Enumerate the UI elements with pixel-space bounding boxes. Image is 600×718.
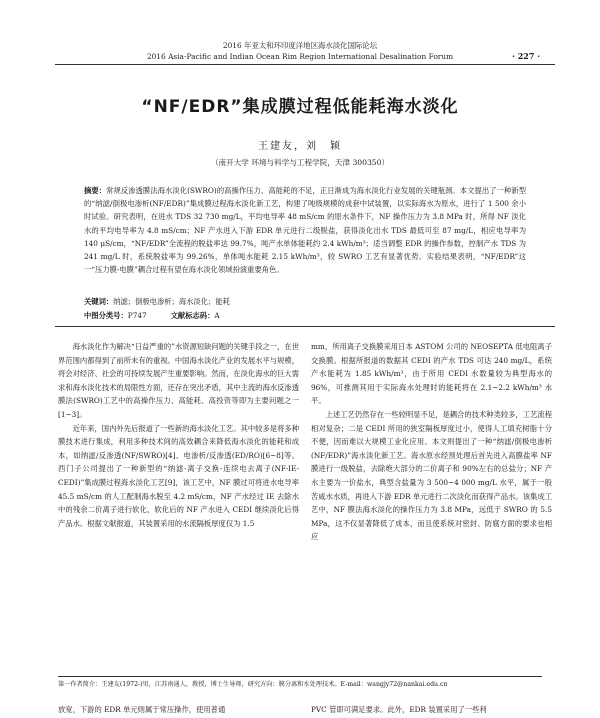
paper-affiliation: （南开大学 环境与科学与工程学院，天津 300350）	[210, 158, 390, 167]
page-number: · 227 ·	[512, 51, 540, 61]
paper-authors: 王建友，刘 颖	[258, 141, 342, 152]
body-paragraph: 上述工艺仍然存在一些较明显不足，是耦合的技术种类较多，工艺流程相对复杂；二是 CEDI 所用的狭室隔板厚度过小，使得人工填充树脂十分不便，因而难以大规模工业化应用。本文则提出了一种“纳滤/倒极电渗析(NF/EDR)”海水淡化新工艺。海水原水经预处理后首先进入高膜盐率 NF 膜进行一级脱盐，去除绝大部分的二价离子和 90%左右的总盐分；NF 产水主要为一价盐水，典型含盐量为 3 500~4 000 mg/L 水平，属于一般苦咸水水质，再进入下游 EDR 单元进行二次淡化而获得产品水。该集成工艺中，NF 膜法海水淡化的操作压力为 3.8 MPa，远低于 SWRO 的 5.5 MPa，这不仅显著降低了成本，而且使系统对密封、防腐方面的要求也相应	[311, 409, 552, 542]
clc-value: P747	[127, 311, 147, 320]
abstract-text: 常规反渗透膜法海水淡化(SWRO)的高操作压力、高能耗的不足，正日渐成为海水淡化行业发展的关键瓶颈。本文提出了一种新型的“纳滤/倒极电渗析(NF/EDR)”集成膜过程海水淡化新工艺，构建了吨级规模的成套中试装置，以实际海水为原水，进行了 1 500 余小时试验。研究表明，在进水 TDS 32 730 mg/L，平均电导率 48 mS/cm 的原水条件下，NF 操作压力为 3.8 MPa 时，所得 NF 淡化水的平均电导率为 4.8 mS/cm；NF 产水进入下游 EDR 单元进行二级脱盐，获得淡化出水 TDS 最低可至 87 mg/L，相应电导率为 140 μS/cm，“NF/EDR”全流程的脱盐率达 99.7%，吨产水单体能耗约 2.4 kWh/m³；适当调整 EDR 的操作参数，控制产水 TDS 为 241 mg/L 时，系统脱盐率为 99.26%，单体吨水能耗 2.15 kWh/m³，较 SWRO 工艺有显著优势。实验结果表明，“NF/EDR”这一“压力膜-电膜”耦合过程有望在海水淡化领域扮演重要角色。	[84, 186, 526, 275]
body-paragraph: 近年来，国内外先后报道了一些新的海水淡化工艺。其中较多是将多种膜技术进行集成，利用多种技术间的高效耦合来降低海水淡化的能耗和成本，如纳滤/反渗透(NF/SWRO)[4]、电渗析/反渗透(ED/RO)[6~8]等。西门子公司提出了一种新型的“纳滤-离子交换-连续电去离子(NF-IE-CEDI)”集成膜过程海水淡化工艺[9]，该工艺中，NF 膜过可将进水电导率 45.5 mS/cm 的人工配制海水脱至 4.2 mS/cm，NF 产水经过 IE 去除水中的残余二价离子进行软化，软化后的 NF 产水进入 CEDI 继续淡化后得产品水。根据文献报道，其装置采用的水流隔板厚度仅为 1.5	[58, 423, 299, 528]
doc-code-label: 文献标志码：	[170, 311, 215, 320]
keywords-label: 关键词：	[84, 297, 114, 306]
classification	[84, 310, 526, 322]
body-paragraph: mm，所用离子交换膜采用日本 ASTOM 公司的 NEOSEPTA 低电阻离子交换膜。根据所报道的数据其 CEDI 的产水 TDS 可达 240 mg/L，系统产水能耗为 1.85 kWh/m³，由于所用 CEDI 水数量较为典型海水的 96%，可推测其用于实际海水处理时的能耗将在 2.1~2.2 kWh/m³ 水平。	[311, 342, 552, 406]
clc-label: 中图分类号：	[84, 311, 128, 320]
abstract	[84, 184, 526, 276]
body-paragraph: 海水淡化作为解决“日益严重的”水资源短缺问题的关键手段之一，在世界范围内都得到了前所未有的重视。中国海水淡化产业的发展水平与规模，将会对经济、社会的可持续发展产生重要影响。然而，在淡化海水的巨大需求和海水淡化技术的局限性方面，还存在突出矛盾，其中主流的海水反渗透膜法(SWRO)工艺中的高操作压力、高能耗、高投资等即为主要问题之一[1~3]。	[58, 342, 299, 419]
author-footnote: 第一作者简介：王建友(1972-)男，江苏南通人，教授，博士生导师，研究方向：膜分离和水处理技术。E-mail：wangjy72@nankai.edu.cn	[58, 681, 448, 688]
doc-code-value: A	[214, 311, 220, 320]
footnote-divider	[58, 676, 542, 677]
header-conference-cn: 2016 年亚太和环印度洋地区海水淡化国际论坛	[222, 41, 378, 50]
body-column-right	[311, 340, 552, 544]
header-divider	[55, 64, 555, 65]
body-continuation-right: PVC 管即可满足要求。此外，EDR 装置采用了一些利	[311, 705, 487, 714]
body-column-left	[58, 340, 299, 530]
body-continuation-left: 放宽，下游的 EDR 单元则属于常压操作，使用普通	[58, 705, 226, 714]
abstract-divider	[55, 326, 555, 327]
keywords	[84, 296, 526, 308]
abstract-label: 摘要：	[84, 186, 107, 195]
paper-title: “NF/EDR”集成膜过程低能耗海水淡化	[141, 97, 459, 117]
keywords-text: 纳滤；倒极电渗析；海水淡化；能耗	[113, 297, 230, 306]
header-conference-en: 2016 Asia-Pacific and Indian Ocean Rim Region International Desalination Forum	[146, 52, 454, 61]
